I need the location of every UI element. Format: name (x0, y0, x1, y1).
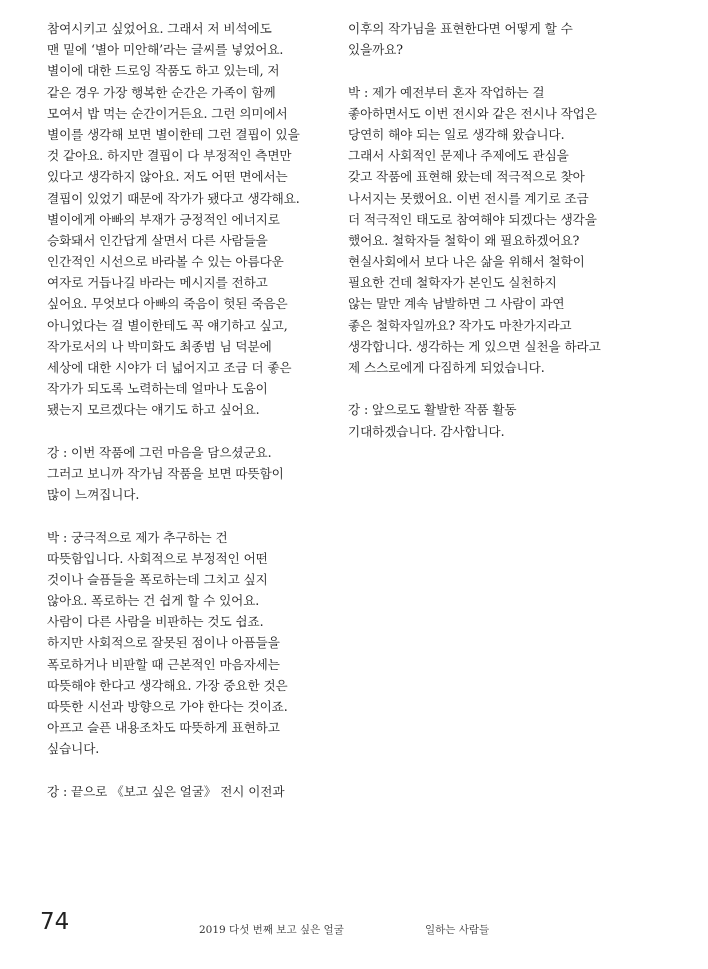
text-line: 하지만 사회적으로 잘못된 점이나 아픔들을 (47, 635, 280, 651)
text-line: 것이나 슬픔들을 폭로하는데 그치고 싶지 (47, 571, 268, 587)
text-line: 모여서 밥 먹는 순간이거든요. 그런 의미에서 (47, 105, 288, 121)
paragraph (47, 18, 327, 421)
text-line: 결핍이 있었기 때문에 작가가 됐다고 생각해요. (47, 190, 300, 206)
text-line: 좋아하면서도 이번 전시와 같은 전시나 작업은 (348, 105, 597, 121)
text-line: 별이에 대한 드로잉 작품도 하고 있는데, 저 (47, 63, 280, 79)
paragraph (47, 781, 327, 802)
paragraph (348, 82, 648, 379)
text-line: 제 스스로에게 다짐하게 되었습니다. (348, 360, 545, 375)
page-number: 74 (40, 909, 70, 935)
paragraph (348, 399, 648, 441)
text-line: 작가로서의 나 박미화도 최종범 님 덕분에 (47, 338, 272, 354)
text-line: 맨 밑에 ‘별아 미안해’라는 글씨를 넣었어요. (47, 42, 284, 58)
text-line: 박 : 제가 예전부터 혼자 작업하는 걸 (348, 84, 545, 100)
text-line: 더 적극적인 태도로 참여해야 되겠다는 생각을 (348, 211, 597, 227)
text-line: 현실사회에서 보다 나은 삶을 위해서 철학이 (348, 254, 585, 270)
publication-title: 2019 다섯 번째 보고 싶은 얼굴 (199, 924, 344, 936)
text-line: 됐는지 모르겠다는 얘기도 하고 싶어요. (47, 402, 260, 418)
text-line: 필요한 건데 철학자가 본인도 실천하지 (348, 275, 557, 291)
text-line: 기대하겠습니다. 감사합니다. (348, 423, 505, 439)
text-line: 당연히 해야 되는 일로 생각해 왔습니다. (348, 126, 565, 142)
text-line: 갖고 작품에 표현해 왔는데 적극적으로 찾아 (348, 169, 585, 185)
text-line: 있을까요? (348, 42, 403, 58)
text-line: 별이에게 아빠의 부재가 긍정적인 에너지로 (47, 211, 280, 227)
text-line: 않아요. 폭로하는 건 쉽게 할 수 있어요. (47, 593, 260, 609)
text-line: 좋은 철학자일까요? 작가도 마찬가지라고 (348, 317, 572, 333)
text-line: 따뜻함입니다. 사회적으로 부정적인 어떤 (47, 550, 268, 566)
paragraph-gap (47, 505, 327, 526)
text-line: 것 같아요. 하지만 결핍이 다 부정적인 측면만 (47, 148, 292, 164)
text-line: 사람이 다른 사람을 비판하는 것도 쉽죠. (47, 614, 264, 630)
paragraph (47, 442, 327, 506)
text-line: 여자로 거듭나길 바라는 메시지를 전하고 (47, 275, 268, 291)
text-line: 별이를 생각해 보면 별이한테 그런 결핍이 있을 (47, 126, 300, 142)
text-line: 아니었다는 걸 별이한테도 꼭 얘기하고 싶고, (47, 317, 288, 333)
text-line: 참여시키고 싶었어요. 그래서 저 비석에도 (47, 21, 272, 36)
text-line: 박 : 궁극적으로 제가 추구하는 건 (47, 529, 228, 545)
left-column (47, 18, 327, 802)
text-line: 이후의 작가님을 표현한다면 어떻게 할 수 (348, 21, 573, 36)
right-column (348, 18, 648, 442)
text-line: 생각합니다. 생각하는 게 있으면 실천을 하라고 (348, 338, 601, 354)
text-line: 강 : 앞으로도 활발한 작품 활동 (348, 402, 517, 418)
text-line: 강 : 끝으로 《보고 싶은 얼굴》 전시 이전과 (47, 783, 285, 799)
section-title: 일하는 사람들 (425, 924, 490, 936)
text-line: 세상에 대한 시야가 더 넓어지고 조금 더 좋은 (47, 360, 292, 375)
paragraph-gap (348, 60, 648, 81)
text-line: 그러고 보니까 작가님 작품을 보면 따뜻함이 (47, 465, 284, 481)
text-line: 작가가 되도록 노력하는데 얼마나 도움이 (47, 381, 268, 397)
text-line: 따뜻한 시선과 방향으로 가야 한다는 것이죠. (47, 699, 288, 714)
text-line: 따뜻해야 한다고 생각해요. 가장 중요한 것은 (47, 677, 288, 693)
text-line: 그래서 사회적인 문제나 주제에도 관심을 (348, 148, 569, 164)
text-line: 싶어요. 무엇보다 아빠의 죽음이 헛된 죽음은 (47, 296, 288, 312)
paragraph (47, 527, 327, 760)
text-line: 폭로하거나 비판할 때 근본적인 마음자세는 (47, 656, 280, 672)
paragraph-gap (47, 760, 327, 781)
text-line: 나서지는 못했어요. 이번 전시를 계기로 조금 (348, 190, 589, 206)
text-line: 했어요. 철학자들 철학이 왜 필요하겠어요? (348, 232, 580, 248)
paragraph-gap (348, 378, 648, 399)
text-line: 있다고 생각하지 않아요. 저도 어떤 면에서는 (47, 169, 288, 185)
text-line: 않는 말만 계속 남발하면 그 사람이 과연 (348, 296, 565, 312)
text-line: 많이 느껴집니다. (47, 487, 140, 503)
text-line: 싶습니다. (47, 741, 100, 757)
text-line: 인간적인 시선으로 바라볼 수 있는 아름다운 (47, 254, 284, 270)
text-line: 같은 경우 가장 행복한 순간은 가족이 함께 (47, 84, 276, 100)
text-line: 승화돼서 인간답게 살면서 다른 사람들을 (47, 232, 268, 248)
text-line: 아프고 슬픈 내용조차도 따뜻하게 표현하고 (47, 720, 280, 736)
paragraph-gap (47, 421, 327, 442)
text-line: 강 : 이번 작품에 그런 마음을 담으셨군요. (47, 444, 272, 460)
paragraph (348, 18, 648, 60)
